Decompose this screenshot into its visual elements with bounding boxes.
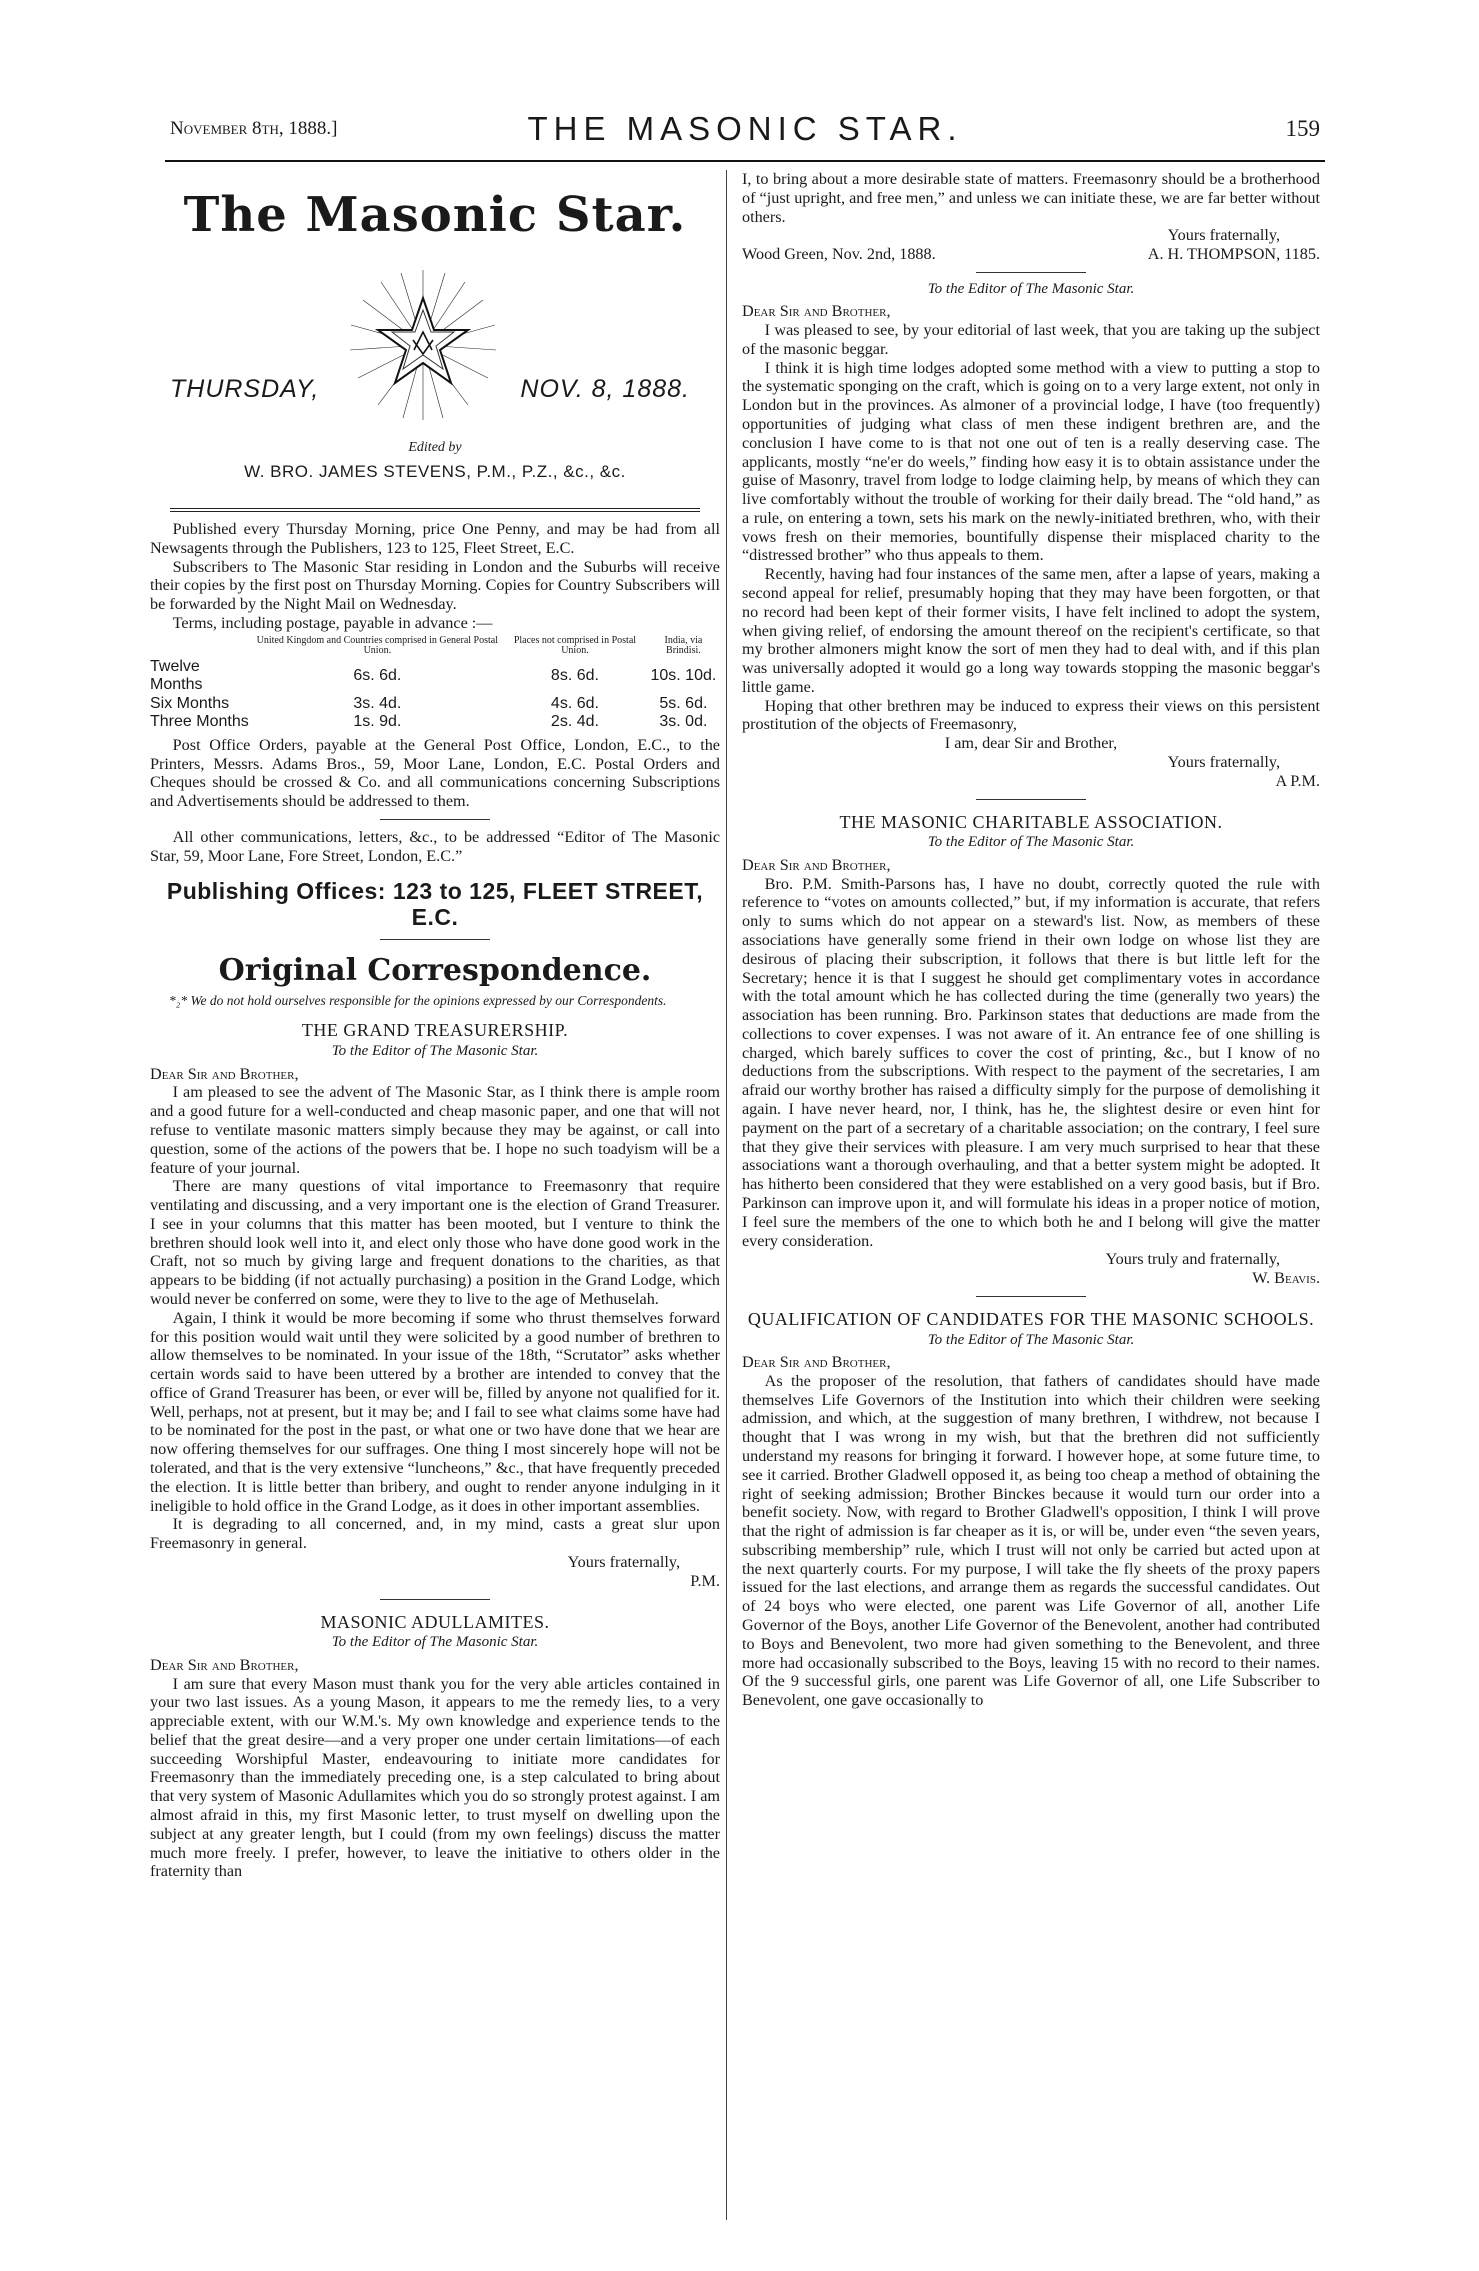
- salutation: Dear Sir and Brother,: [742, 1353, 891, 1372]
- masthead-day: THURSDAY,: [170, 375, 320, 403]
- masthead-date: NOV. 8, 1888.: [520, 375, 690, 403]
- article-paragraph: I am sure that every Mason must thank you for the very able articles contained in your two last issues. As a young Mason, it appears to me the remedy lies, to a very appreciable extent, with our W.M.'s. My own knowledge and experience tends to the belief that the great desire—and a very proper one under certain limitations—of each succeeding Worshipful Master, endeavouring to initiate more candidates for Freemasonry than the immediately preceding one, is a step calculated to bring about that very system of Masonic Adullamites which you do so strongly protest against. I am almost afraid in this, my first Masonic letter, to trust myself on dwelling upon the subject at any greater length, but I could (from my own feelings) discuss the matter much more freely. I prefer, however, to leave the initiative to others older in the fraternity than: [150, 1674, 720, 1881]
- letter-signature: P.M.: [690, 1571, 720, 1590]
- letter-closing: Yours fraternally,: [1167, 226, 1280, 245]
- publishing-offices: Publishing Offices: 123 to 125, FLEET STREET, E.C.: [166, 877, 704, 931]
- article-paragraph: Bro. P.M. Smith-Parsons has, I have no doubt, correctly quoted the rule with reference to “votes on amounts collected,” but, if my information is accurate, that refers only to sums which do not appear on a steward's list. Now, as members of these associations have generally some friend in their own lodge on whose list they are desirous of placing their subscription, it follows that there is but little left for the Secretary; hence it is that I suggest he should get complimentary votes in accordance with the total amount which he has collected during the time (generally two years) the association has been running. Bro. Parkinson states that deductions are made from the collections to cover expenses. I was not aware of it. An entrance fee of one shilling is charged, which barely suffices to cover the cost of printing, &c., but I know of no deductions from the subscriptions. With respect to the payment of the secretaries, I am afraid our worthy brother has raised a difficulty simply for the purpose of demolishing it again. I have never heard, nor, I think, has he, the slightest desire or even hint for payment on the part of a secretary of a charitable association; on the contrary, I feel sure that they give their services with pleasure. I am very much surprised to hear that these associations want a thorough overhauling, and that a better system might be adopted. It has hitherto been considered that they were established on a very good basis, but if Bro. Parkinson can improve upon it, and will formulate his ideas in a proper notice of motion, I feel sure the members of the one to which both he and I belong will give the matter every consideration.: [742, 874, 1320, 1250]
- terms-period: Twelve Months: [150, 657, 203, 694]
- to-editor-line: To the Editor of The Masonic Star.: [927, 834, 1135, 851]
- terms-price: 8s. 6d.: [550, 666, 599, 684]
- masthead-rule: [170, 508, 700, 512]
- right-column: [742, 170, 1320, 1710]
- to-editor-line: To the Editor of The Masonic Star.: [927, 280, 1135, 297]
- terms-price: 10s. 10d.: [650, 666, 717, 684]
- masthead: [150, 170, 720, 500]
- to-editor-line: To the Editor of The Masonic Star.: [331, 1634, 539, 1651]
- to-editor-line: To the Editor of The Masonic Star.: [927, 1331, 1135, 1348]
- publication-notice: Published every Thursday Morning, price One Penny, and may be had from all Newsagents through the Publishers, 123 to 125, Fleet Street, E.C.: [150, 520, 720, 557]
- salutation: Dear Sir and Brother,: [150, 1064, 299, 1083]
- subscriber-notice: Subscribers to The Masonic Star residing in London and the Suburbs will receive their copies by the first post on Thursday Morning. Copies for Country Subscribers will be forwarded by the Night Mail on Wednesday.: [150, 557, 720, 614]
- communications-notice: All other communications, letters, &c., to be addressed “Editor of The Masonic Star, 59, Moor Lane, Fore Street, London, E.C.”: [150, 828, 720, 865]
- terms-price: 2s. 4d.: [550, 713, 599, 731]
- publication-title: THE MASONIC STAR.: [527, 110, 963, 147]
- column-divider: [726, 170, 727, 2220]
- terms-period: Three Months: [150, 713, 249, 731]
- correspondence-disclaimer: *₂* We do not hold ourselves responsible for the opinions expressed by our Correspondents.: [168, 992, 667, 1008]
- section-rule: [380, 1599, 490, 1600]
- letter-signature: A. H. THOMPSON, 1185.: [1147, 245, 1320, 264]
- article-title: THE GRAND TREASURERSHIP.: [301, 1020, 569, 1041]
- terms-price: 4s. 6d.: [550, 694, 599, 712]
- terms-header: United Kingdom and Countries comprised in General Postal Union.: [256, 634, 498, 657]
- terms-price: 3s. 0d.: [659, 713, 708, 731]
- article-paragraph: It is degrading to all concerned, and, in my mind, casts a great slur upon Freemasonry in general.: [150, 1515, 720, 1553]
- article-paragraph: Recently, having had four instances of the same men, after a lapse of years, making a second appeal for relief, presumably hoping that they may have been forgotten, or that no record had been kept of their former visits, I have felt inclined to adopt the system, when giving relief, of endorsing the amount thereof on the recipient's certificate, so that my brother almoners might know the sort of men they had to deal with, and if this plan was universally adopted it would go a long way towards stopping the masonic beggar's little game.: [742, 565, 1320, 696]
- running-head: [170, 110, 1320, 150]
- article-title: MASONIC ADULLAMITES.: [320, 1611, 550, 1632]
- article-paragraph: Again, I think it would be more becoming if some who thrust themselves forward for this position would wait until they were solicited by a good number of brethren to allow themselves to be nominated. In your issue of the 18th, “Scrutator” asks whether certain words said to have been uttered by a brother are intended to convey that the office of Grand Treasurer has been, or ever will be, filled by anyone not qualified for it. Well, perhaps, not at present, but it may be; and I fail to see what claims some have had to be nominated for the post in the past, or what one or two have done that we hear are now offering themselves for our suffrages. One thing I most sincerely hope will not be tolerated, and that is the very extensive “luncheons,” &c., that have frequently preceded the election. It is little better than bribery, and ought to render anyone indulging in it ineligible to hold office in the Grand Lodge, as it does in other important assemblies.: [150, 1308, 720, 1515]
- terms-period: Six Months: [150, 694, 230, 712]
- terms-row: [150, 658, 720, 695]
- terms-row: [150, 695, 720, 714]
- terms-price: 5s. 6d.: [659, 694, 708, 712]
- terms-row: [150, 713, 720, 732]
- to-editor-line: To the Editor of The Masonic Star.: [331, 1043, 539, 1060]
- salutation: Dear Sir and Brother,: [742, 302, 891, 321]
- terms-header: Places not comprised in Postal Union.: [513, 634, 637, 657]
- letter-signature: W. Beavis.: [1252, 1269, 1320, 1288]
- masthead-title: The Masonic Star.: [183, 187, 687, 243]
- letter-closing: I am, dear Sir and Brother,: [944, 734, 1118, 753]
- section-rule: [976, 799, 1086, 800]
- edited-by-label: Edited by: [408, 440, 462, 455]
- section-rule: [380, 939, 490, 940]
- terms-header: India, via Brindisi.: [664, 634, 703, 657]
- article-paragraph: There are many questions of vital importance to Freemasonry that require ventilating and discussing, and a very important one is the election of Grand Treasurer. I see in your columns that this matter has been mooted, but I venture to think the brethren should look well into it, and elect only those who have done good work in the Craft, not so much by giving large and frequent donations to the charities, as that appears to be bidding (if not actually purchasing) a position in the Grand Lodge, which would never be conferred on some, were they to live to the age of Methuselah.: [150, 1177, 720, 1308]
- payment-notice: Post Office Orders, payable at the General Post Office, London, E.C., to the Printers, Messrs. Adams Bros., 59, Moor Lane, London, E.C. Postal Orders and Cheques should be crossed & Co. and all communications concerning Subscriptions and Advertisements should be addressed to them.: [150, 735, 720, 811]
- letter-closing: Yours truly and fraternally,: [1105, 1250, 1280, 1269]
- letter-place-date: Wood Green, Nov. 2nd, 1888.: [742, 245, 936, 264]
- terms-header: [150, 635, 252, 658]
- left-column: [150, 170, 720, 1881]
- article-paragraph: As the proposer of the resolution, that fathers of candidates should have made themselves Life Governors of the Institution into which their children were seeking admission, and which, at the suggestion of many brethren, I withdrew, not because I thought that I was wrong in my wish, but that the brethren did not sufficiently understand my reasons for bringing it forward. I however hope, at some future time, to see it carried. Brother Gladwell opposed it, as being too cheap a method of obtaining the right of seeking admission; Brother Binckes because it would turn our order into a benefit society. Now, with regard to Brother Gladwell's opposition, I think I will prove that the right of admission is far cheaper as it is, or will be, under even “the seven years, subscribing membership” rule, which I trust will not only be carried but acted upon at the next quarterly courts. For my purpose, I will take the fly sheets of the proxy papers issued for the last elections, and arrange them as regards the successful candidates. Out of 24 boys who were elected, one parent was Life Governor of all, another Life Governor of the Boys, another Life Governor of the Benevolent, another had contributed to Boys and Benevolent, two more had given something to the Benevolent, and three more had occasionally subscribed to the Boys, leaving 15 with no record to their names. Of the 9 successful girls, one parent was Life Governor of all, one Life Subscriber to Benevolent, one gave occasionally to: [742, 1371, 1320, 1710]
- article-paragraph: I was pleased to see, by your editorial of last week, that you are taking up the subject of the masonic beggar.: [742, 321, 1320, 358]
- article-paragraph: I think it is high time lodges adopted some method with a view to putting a stop to the systematic sponging on the craft, which is going on to a very large extent, not only in London but in the provinces. As almoner of a provincial lodge, I have (too frequently) opportunities of judging what class of men these indigent brethren are, and the conclusion I have come to is that not one out of ten is a really deserving case. The applicants, mostly “ne'er do weels,” finding how easy it is to obtain assistance under the guise of Masonry, travel from lodge to lodge claiming help, by means of which they can live comfortably without the trouble of working for their daily bread. The “old hand,” as a rule, on entering a town, sets his mark on the newly-initiated brethren, who, with their vows fresh on their memories, bountifully dispense their misplaced charity to the “distressed brother” who thus appeals to them.: [742, 358, 1320, 565]
- terms-price: 6s. 6d.: [353, 666, 402, 684]
- correspondence-heading: Original Correspondence.: [218, 952, 652, 988]
- letter-sign-line: [742, 245, 1320, 264]
- masonic-star-emblem-icon: [348, 270, 498, 420]
- article-title: QUALIFICATION OF CANDIDATES FOR THE MASONIC SCHOOLS.: [747, 1308, 1315, 1329]
- subscription-terms-table: [150, 635, 720, 732]
- article-paragraph: Hoping that other brethren may be induced to express their views on this persistent prostitution of the objects of Freemasonry,: [742, 696, 1320, 734]
- article-paragraph: I am pleased to see the advent of The Masonic Star, as I think there is ample room and a good future for a well-conducted and cheap masonic paper, and one that will not refuse to ventilate masonic matters simply because they may be against, or call into question, some of the actions of the powers that be. I hope no such toadyism will be a feature of your journal.: [150, 1083, 720, 1177]
- salutation: Dear Sir and Brother,: [150, 1655, 299, 1674]
- header-rule: [165, 160, 1325, 162]
- article-continuation: I, to bring about a more desirable state of matters. Freemasonry should be a brotherhood of “just upright, and free men,” and unless we can initiate these, we are far better without others.: [742, 170, 1320, 226]
- section-rule: [380, 819, 490, 820]
- section-rule: [976, 1296, 1086, 1297]
- terms-price: 1s. 9d.: [353, 713, 402, 731]
- issue-date: November 8th, 1888.]: [170, 118, 338, 139]
- page-number: 159: [1285, 116, 1320, 141]
- editor-name: W. BRO. JAMES STEVENS, P.M., P.Z., &c., &c.: [244, 462, 626, 481]
- letter-closing: Yours fraternally,: [1167, 753, 1280, 772]
- section-rule: [976, 272, 1086, 273]
- salutation: Dear Sir and Brother,: [742, 855, 891, 874]
- terms-intro: Terms, including postage, payable in advance :—: [172, 613, 493, 632]
- letter-closing: Yours fraternally,: [567, 1552, 680, 1571]
- article-title: THE MASONIC CHARITABLE ASSOCIATION.: [839, 811, 1223, 832]
- letter-signature: A P.M.: [1275, 771, 1320, 790]
- terms-header-row: [150, 635, 720, 658]
- terms-price: 3s. 4d.: [353, 694, 402, 712]
